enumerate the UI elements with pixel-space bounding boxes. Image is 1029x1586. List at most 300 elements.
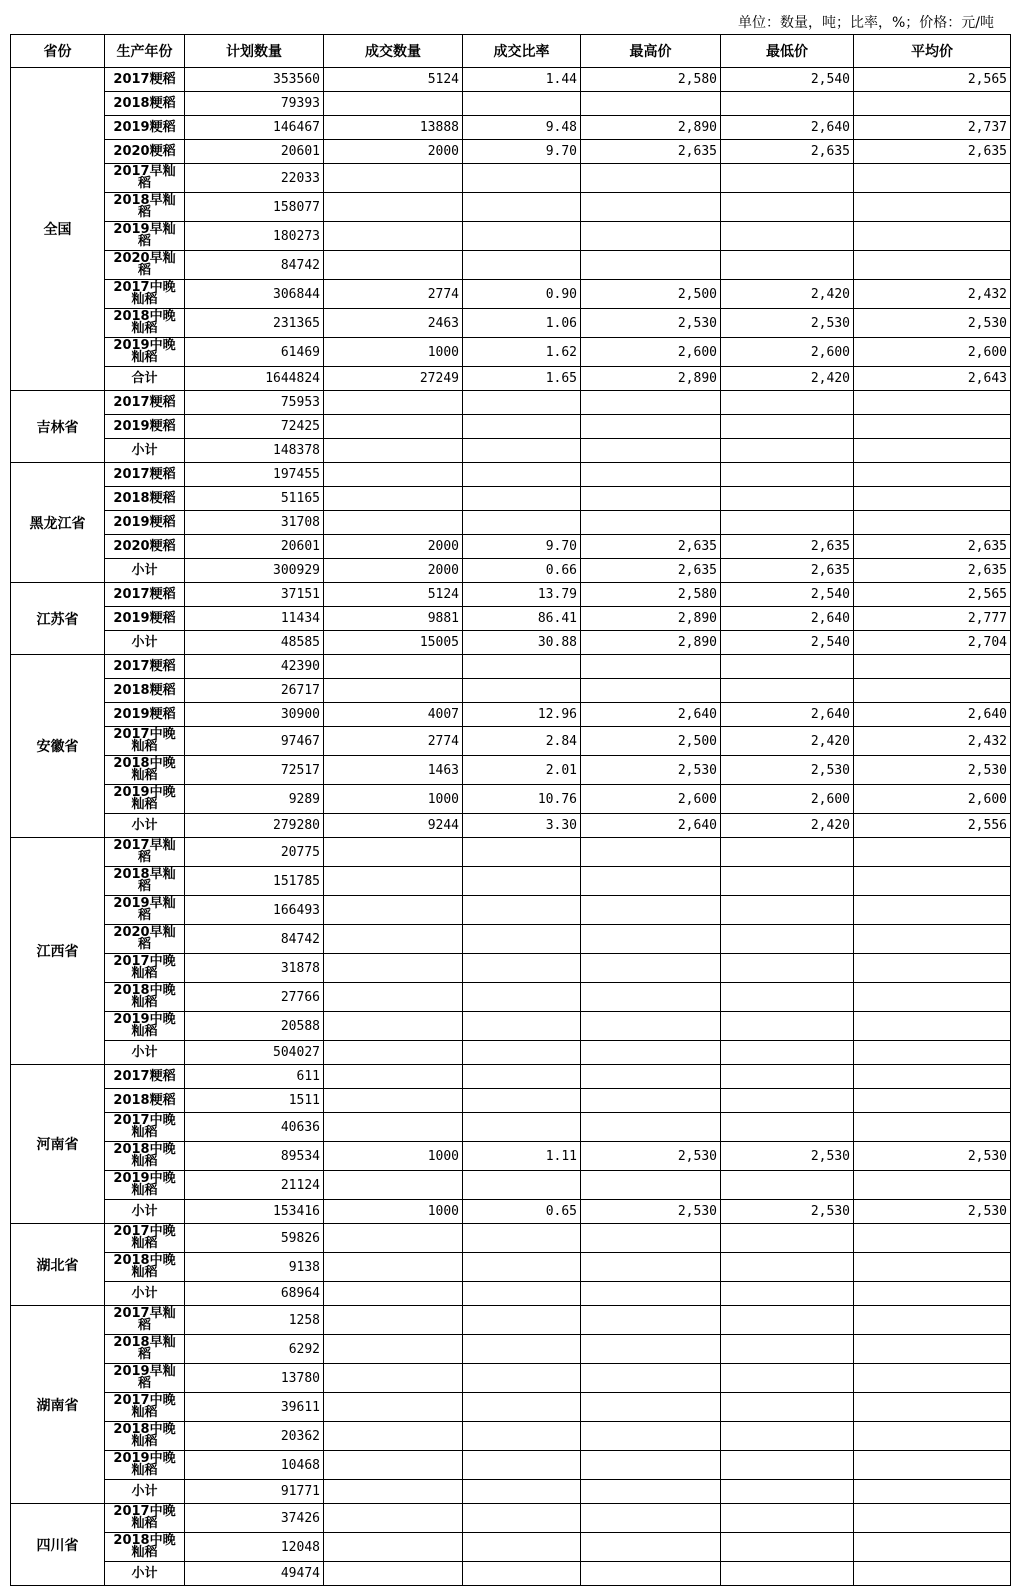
avg-price-cell: 2,643 [854, 367, 1011, 391]
plan-cell: 180273 [185, 222, 324, 251]
year-cell: 2017中晚籼稻 [105, 1504, 185, 1533]
plan-cell: 146467 [185, 116, 324, 140]
plan-cell: 21124 [185, 1171, 324, 1200]
deal-cell [324, 1335, 463, 1364]
deal-cell [324, 896, 463, 925]
deal-cell [324, 1065, 463, 1089]
avg-price-cell [854, 1393, 1011, 1422]
avg-price-cell [854, 1113, 1011, 1142]
plan-cell: 20601 [185, 140, 324, 164]
avg-price-cell [854, 1041, 1011, 1065]
header-min: 最低价 [721, 35, 854, 68]
deal-cell [324, 655, 463, 679]
deal-cell [324, 1041, 463, 1065]
min-price-cell [721, 1504, 854, 1533]
avg-price-cell: 2,640 [854, 703, 1011, 727]
header-plan: 计划数量 [185, 35, 324, 68]
table-row [11, 1171, 1011, 1200]
year-cell: 2017中晚籼稻 [105, 1224, 185, 1253]
year-cell: 2019中晚籼稻 [105, 338, 185, 367]
rate-cell [463, 92, 581, 116]
rate-cell: 1.62 [463, 338, 581, 367]
table-row [11, 631, 1011, 655]
rate-cell: 3.30 [463, 814, 581, 838]
year-cell: 2017中晚籼稻 [105, 1113, 185, 1142]
rate-cell [463, 1364, 581, 1393]
avg-price-cell [854, 1224, 1011, 1253]
min-price-cell [721, 655, 854, 679]
min-price-cell: 2,600 [721, 785, 854, 814]
year-cell: 2018中晚籼稻 [105, 1422, 185, 1451]
plan-cell: 61469 [185, 338, 324, 367]
max-price-cell [581, 655, 721, 679]
plan-cell: 72517 [185, 756, 324, 785]
deal-cell: 1000 [324, 1200, 463, 1224]
avg-price-cell: 2,530 [854, 1142, 1011, 1171]
table-row [11, 1562, 1011, 1586]
table-row [11, 1041, 1011, 1065]
table-row [11, 535, 1011, 559]
max-price-cell [581, 1306, 721, 1335]
year-cell: 2017早籼稻 [105, 164, 185, 193]
table-row [11, 1142, 1011, 1171]
min-price-cell: 2,420 [721, 280, 854, 309]
deal-cell [324, 1533, 463, 1562]
table-row [11, 607, 1011, 631]
rate-cell [463, 1533, 581, 1562]
min-price-cell: 2,540 [721, 631, 854, 655]
deal-cell [324, 222, 463, 251]
plan-cell: 20601 [185, 535, 324, 559]
deal-cell: 2000 [324, 140, 463, 164]
province-cell: 黑龙江省 [11, 463, 105, 583]
plan-cell: 42390 [185, 655, 324, 679]
deal-cell [324, 193, 463, 222]
max-price-cell [581, 1422, 721, 1451]
auction-results-table [10, 34, 1011, 1586]
province-cell: 四川省 [11, 1504, 105, 1586]
province-cell: 全国 [11, 68, 105, 391]
deal-cell [324, 1089, 463, 1113]
year-cell: 2020早籼稻 [105, 251, 185, 280]
rate-cell: 0.65 [463, 1200, 581, 1224]
max-price-cell [581, 1089, 721, 1113]
rate-cell [463, 896, 581, 925]
table-row [11, 487, 1011, 511]
min-price-cell: 2,530 [721, 756, 854, 785]
deal-cell [324, 1113, 463, 1142]
plan-cell: 279280 [185, 814, 324, 838]
rate-cell [463, 193, 581, 222]
year-cell: 2018早籼稻 [105, 867, 185, 896]
plan-cell: 91771 [185, 1480, 324, 1504]
max-price-cell [581, 1012, 721, 1041]
deal-cell [324, 1562, 463, 1586]
max-price-cell [581, 1480, 721, 1504]
year-cell: 2019粳稻 [105, 116, 185, 140]
avg-price-cell: 2,737 [854, 116, 1011, 140]
max-price-cell [581, 487, 721, 511]
plan-cell: 300929 [185, 559, 324, 583]
year-cell: 2019中晚籼稻 [105, 1012, 185, 1041]
deal-cell: 1000 [324, 1142, 463, 1171]
table-row [11, 251, 1011, 280]
min-price-cell: 2,635 [721, 535, 854, 559]
plan-cell: 72425 [185, 415, 324, 439]
rate-cell [463, 1504, 581, 1533]
plan-cell: 1644824 [185, 367, 324, 391]
deal-cell [324, 463, 463, 487]
avg-price-cell [854, 511, 1011, 535]
rate-cell: 1.65 [463, 367, 581, 391]
avg-price-cell [854, 1253, 1011, 1282]
avg-price-cell: 2,600 [854, 338, 1011, 367]
min-price-cell [721, 1171, 854, 1200]
year-cell: 2018中晚籼稻 [105, 309, 185, 338]
max-price-cell [581, 1224, 721, 1253]
min-price-cell: 2,530 [721, 1142, 854, 1171]
year-cell: 2017粳稻 [105, 68, 185, 92]
avg-price-cell [854, 867, 1011, 896]
header-avg: 平均价 [854, 35, 1011, 68]
plan-cell: 9138 [185, 1253, 324, 1282]
plan-cell: 11434 [185, 607, 324, 631]
plan-cell: 231365 [185, 309, 324, 338]
rate-cell [463, 391, 581, 415]
max-price-cell: 2,635 [581, 140, 721, 164]
rate-cell [463, 983, 581, 1012]
table-row [11, 116, 1011, 140]
header-province: 省份 [11, 35, 105, 68]
avg-price-cell [854, 1282, 1011, 1306]
plan-cell: 153416 [185, 1200, 324, 1224]
avg-price-cell [854, 1306, 1011, 1335]
max-price-cell: 2,500 [581, 280, 721, 309]
plan-cell: 22033 [185, 164, 324, 193]
deal-cell [324, 1451, 463, 1480]
year-cell: 小计 [105, 631, 185, 655]
rate-cell [463, 1065, 581, 1089]
max-price-cell: 2,530 [581, 309, 721, 338]
deal-cell [324, 1504, 463, 1533]
table-row [11, 583, 1011, 607]
rate-cell [463, 954, 581, 983]
avg-price-cell: 2,635 [854, 535, 1011, 559]
deal-cell [324, 391, 463, 415]
max-price-cell [581, 1533, 721, 1562]
min-price-cell: 2,420 [721, 814, 854, 838]
max-price-cell [581, 439, 721, 463]
year-cell: 2020粳稻 [105, 535, 185, 559]
header-max: 最高价 [581, 35, 721, 68]
plan-cell: 20588 [185, 1012, 324, 1041]
avg-price-cell [854, 1065, 1011, 1089]
year-cell: 2020早籼稻 [105, 925, 185, 954]
table-row [11, 679, 1011, 703]
province-cell: 湖北省 [11, 1224, 105, 1306]
min-price-cell [721, 439, 854, 463]
avg-price-cell: 2,432 [854, 727, 1011, 756]
rate-cell [463, 925, 581, 954]
deal-cell [324, 487, 463, 511]
avg-price-cell [854, 838, 1011, 867]
min-price-cell [721, 925, 854, 954]
avg-price-cell [854, 1480, 1011, 1504]
min-price-cell [721, 1306, 854, 1335]
province-cell: 江西省 [11, 838, 105, 1065]
year-cell: 小计 [105, 1282, 185, 1306]
plan-cell: 31878 [185, 954, 324, 983]
max-price-cell [581, 925, 721, 954]
max-price-cell [581, 983, 721, 1012]
table-row [11, 193, 1011, 222]
plan-cell: 59826 [185, 1224, 324, 1253]
min-price-cell: 2,635 [721, 140, 854, 164]
avg-price-cell [854, 1562, 1011, 1586]
avg-price-cell [854, 1012, 1011, 1041]
max-price-cell: 2,580 [581, 583, 721, 607]
max-price-cell [581, 954, 721, 983]
year-cell: 小计 [105, 1200, 185, 1224]
table-body [11, 68, 1011, 1586]
max-price-cell [581, 1113, 721, 1142]
rate-cell: 30.88 [463, 631, 581, 655]
avg-price-cell [854, 1451, 1011, 1480]
table-row [11, 92, 1011, 116]
min-price-cell [721, 222, 854, 251]
plan-cell: 20362 [185, 1422, 324, 1451]
deal-cell [324, 838, 463, 867]
min-price-cell [721, 1422, 854, 1451]
min-price-cell [721, 1224, 854, 1253]
plan-cell: 166493 [185, 896, 324, 925]
rate-cell [463, 838, 581, 867]
year-cell: 小计 [105, 1041, 185, 1065]
table-row [11, 1306, 1011, 1335]
avg-price-cell [854, 222, 1011, 251]
max-price-cell [581, 1041, 721, 1065]
table-row [11, 814, 1011, 838]
year-cell: 2019早籼稻 [105, 1364, 185, 1393]
plan-cell: 12048 [185, 1533, 324, 1562]
avg-price-cell [854, 463, 1011, 487]
rate-cell [463, 1306, 581, 1335]
year-cell: 2017中晚籼稻 [105, 280, 185, 309]
rate-cell: 13.79 [463, 583, 581, 607]
plan-cell: 84742 [185, 251, 324, 280]
plan-cell: 20775 [185, 838, 324, 867]
rate-cell [463, 1012, 581, 1041]
year-cell: 2019粳稻 [105, 511, 185, 535]
deal-cell: 1000 [324, 338, 463, 367]
rate-cell [463, 164, 581, 193]
year-cell: 2020粳稻 [105, 140, 185, 164]
rate-cell [463, 655, 581, 679]
year-cell: 2019中晚籼稻 [105, 1171, 185, 1200]
max-price-cell [581, 1562, 721, 1586]
avg-price-cell: 2,565 [854, 68, 1011, 92]
max-price-cell [581, 193, 721, 222]
plan-cell: 40636 [185, 1113, 324, 1142]
year-cell: 小计 [105, 1480, 185, 1504]
year-cell: 小计 [105, 1562, 185, 1586]
avg-price-cell: 2,600 [854, 785, 1011, 814]
min-price-cell [721, 1012, 854, 1041]
avg-price-cell: 2,530 [854, 756, 1011, 785]
deal-cell [324, 92, 463, 116]
year-cell: 2017粳稻 [105, 463, 185, 487]
table-row [11, 756, 1011, 785]
min-price-cell [721, 867, 854, 896]
max-price-cell [581, 1504, 721, 1533]
deal-cell: 9244 [324, 814, 463, 838]
min-price-cell: 2,600 [721, 338, 854, 367]
avg-price-cell: 2,556 [854, 814, 1011, 838]
year-cell: 2018中晚籼稻 [105, 1142, 185, 1171]
max-price-cell: 2,600 [581, 338, 721, 367]
min-price-cell [721, 1253, 854, 1282]
rate-cell [463, 1422, 581, 1451]
max-price-cell: 2,640 [581, 814, 721, 838]
plan-cell: 37426 [185, 1504, 324, 1533]
rate-cell [463, 463, 581, 487]
plan-cell: 6292 [185, 1335, 324, 1364]
year-cell: 2019早籼稻 [105, 222, 185, 251]
max-price-cell [581, 391, 721, 415]
max-price-cell [581, 896, 721, 925]
table-row [11, 463, 1011, 487]
deal-cell: 27249 [324, 367, 463, 391]
max-price-cell [581, 1171, 721, 1200]
year-cell: 2018中晚籼稻 [105, 756, 185, 785]
avg-price-cell [854, 1422, 1011, 1451]
max-price-cell: 2,580 [581, 68, 721, 92]
year-cell: 合计 [105, 367, 185, 391]
table-row [11, 391, 1011, 415]
rate-cell [463, 1224, 581, 1253]
deal-cell: 2774 [324, 280, 463, 309]
plan-cell: 84742 [185, 925, 324, 954]
max-price-cell [581, 251, 721, 280]
min-price-cell [721, 487, 854, 511]
deal-cell: 9881 [324, 607, 463, 631]
min-price-cell: 2,540 [721, 68, 854, 92]
deal-cell: 5124 [324, 68, 463, 92]
table-row [11, 867, 1011, 896]
avg-price-cell: 2,530 [854, 309, 1011, 338]
rate-cell [463, 1113, 581, 1142]
deal-cell: 2463 [324, 309, 463, 338]
year-cell: 2017粳稻 [105, 583, 185, 607]
max-price-cell: 2,890 [581, 631, 721, 655]
year-cell: 2019粳稻 [105, 415, 185, 439]
avg-price-cell [854, 1504, 1011, 1533]
table-row [11, 896, 1011, 925]
max-price-cell: 2,530 [581, 756, 721, 785]
rate-cell: 10.76 [463, 785, 581, 814]
rate-cell [463, 1562, 581, 1586]
year-cell: 2019粳稻 [105, 607, 185, 631]
table-row [11, 954, 1011, 983]
deal-cell [324, 1224, 463, 1253]
table-row [11, 140, 1011, 164]
deal-cell [324, 1393, 463, 1422]
year-cell: 小计 [105, 814, 185, 838]
min-price-cell [721, 954, 854, 983]
rate-cell [463, 251, 581, 280]
max-price-cell [581, 1451, 721, 1480]
rate-cell: 12.96 [463, 703, 581, 727]
rate-cell: 1.44 [463, 68, 581, 92]
min-price-cell [721, 1065, 854, 1089]
province-cell: 河南省 [11, 1065, 105, 1224]
table-header-row [11, 35, 1011, 68]
table-row [11, 1200, 1011, 1224]
max-price-cell [581, 511, 721, 535]
table-row [11, 1224, 1011, 1253]
deal-cell [324, 983, 463, 1012]
table-row [11, 925, 1011, 954]
max-price-cell [581, 1364, 721, 1393]
plan-cell: 10468 [185, 1451, 324, 1480]
rate-cell [463, 1393, 581, 1422]
avg-price-cell [854, 92, 1011, 116]
avg-price-cell: 2,635 [854, 140, 1011, 164]
avg-price-cell [854, 1364, 1011, 1393]
deal-cell: 2000 [324, 559, 463, 583]
table-row [11, 1422, 1011, 1451]
plan-cell: 48585 [185, 631, 324, 655]
province-cell: 江苏省 [11, 583, 105, 655]
year-cell: 2018早籼稻 [105, 1335, 185, 1364]
max-price-cell [581, 1065, 721, 1089]
deal-cell [324, 1282, 463, 1306]
max-price-cell [581, 867, 721, 896]
rate-cell [463, 679, 581, 703]
max-price-cell: 2,500 [581, 727, 721, 756]
max-price-cell: 2,640 [581, 703, 721, 727]
deal-cell: 2000 [324, 535, 463, 559]
min-price-cell [721, 1562, 854, 1586]
year-cell: 2018中晚籼稻 [105, 983, 185, 1012]
year-cell: 小计 [105, 559, 185, 583]
year-cell: 2018中晚籼稻 [105, 1253, 185, 1282]
table-row [11, 415, 1011, 439]
deal-cell [324, 164, 463, 193]
deal-cell: 4007 [324, 703, 463, 727]
year-cell: 2017早籼稻 [105, 1306, 185, 1335]
min-price-cell [721, 1041, 854, 1065]
plan-cell: 158077 [185, 193, 324, 222]
avg-price-cell: 2,530 [854, 1200, 1011, 1224]
avg-price-cell [854, 954, 1011, 983]
table-row [11, 1393, 1011, 1422]
min-price-cell [721, 92, 854, 116]
table-row [11, 222, 1011, 251]
year-cell: 2018粳稻 [105, 679, 185, 703]
plan-cell: 37151 [185, 583, 324, 607]
table-row [11, 68, 1011, 92]
year-cell: 2017粳稻 [105, 1065, 185, 1089]
deal-cell [324, 1364, 463, 1393]
table-row [11, 983, 1011, 1012]
max-price-cell: 2,635 [581, 559, 721, 583]
plan-cell: 148378 [185, 439, 324, 463]
rate-cell [463, 487, 581, 511]
table-row [11, 280, 1011, 309]
max-price-cell [581, 1393, 721, 1422]
deal-cell: 5124 [324, 583, 463, 607]
